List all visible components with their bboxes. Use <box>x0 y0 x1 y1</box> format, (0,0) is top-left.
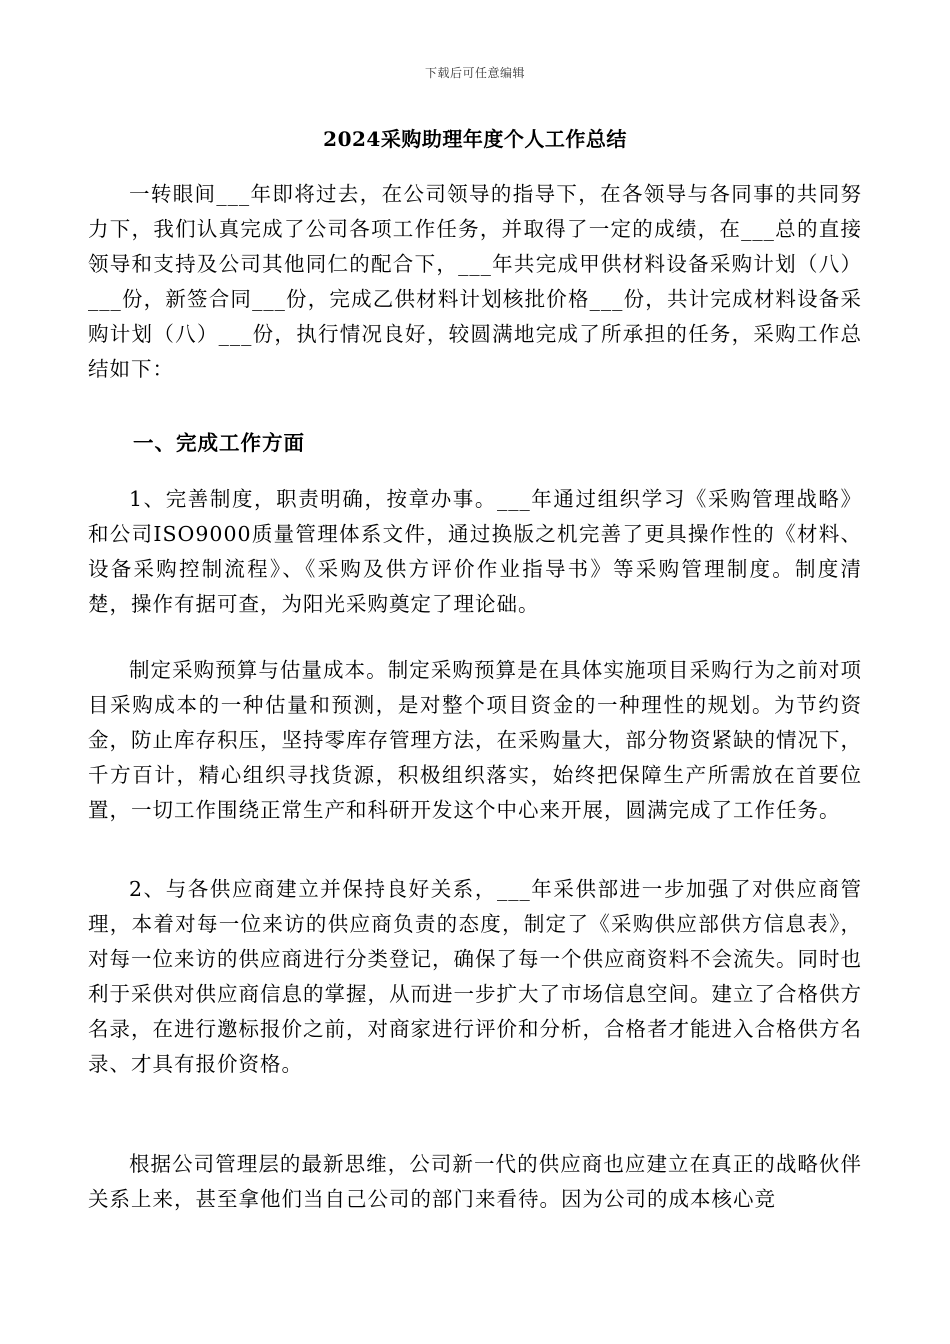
paragraph-2: 制定采购预算与估量成本。制定采购预算是在具体实施项目采购行为之前对项目采购成本的一种估量和预测，是对整个项目资金的一种理性的规划。为节约资金，防止库存积压，坚持零库存管理方法，在采购量大，部分物资紧缺的情况下，千方百计，精心组织寻找货源，积极组织落实，始终把保障生产所需放在首要位置，一切工作围绕正常生产和科研开发这个中心来开展，圆满完成了工作任务。 <box>88 658 862 822</box>
paragraph-block-2 <box>88 653 862 828</box>
paragraph-block-4 <box>88 1147 862 1217</box>
paragraph-4: 根据公司管理层的最新思维，公司新一代的供应商也应建立在真正的战略伙伴关系上来，甚至拿他们当自己公司的部门来看待。因为公司的成本核心竞 <box>88 1152 862 1211</box>
intro-block <box>88 177 862 387</box>
paragraph-1: 1、完善制度，职责明确，按章办事。___年通过组织学习《采购管理战略》和公司ISO9000质量管理体系文件，通过换版之机完善了更具操作性的《材料、设备采购控制流程》、《采购及供方评价作业指导书》等采购管理制度。制度清楚，操作有据可查，为阳光采购奠定了理论础。 <box>88 487 862 616</box>
header-note: 下载后可任意编辑 <box>424 66 525 80</box>
paragraph-block-3 <box>88 872 862 1082</box>
document-title: 2024采购助理年度个人工作总结 <box>323 127 627 151</box>
intro-paragraph: 一转眼间___年即将过去，在公司领导的指导下，在各领导与各同事的共同努力下，我们认真完成了公司各项工作任务，并取得了一定的成绩，在___总的直接领导和支持及公司其他同仁的配合下，___年共完成甲供材料设备采购计划（八）___份，新签合同___份，完成乙供材料计划核批价格___份，共计完成材料设备采购计划（八）___份，执行情况良好，较圆满地完成了所承担的任务，采购工作总结如下： <box>88 182 862 381</box>
paragraph-3: 2、与各供应商建立并保持良好关系，___年采供部进一步加强了对供应商管理，本着对每一位来访的供应商负责的态度，制定了《采购供应部供方信息表》，对每一位来访的供应商进行分类登记，确保了每一个供应商资料不会流失。同时也利于采供对供应商信息的掌握，从而进一步扩大了市场信息空间。建立了合格供方名录，在进行邀标报价之前，对商家进行评价和分析，合格者才能进入合格供方名录、才具有报价资格。 <box>88 877 862 1076</box>
paragraph-block-1 <box>88 482 862 622</box>
section-heading: 一、完成工作方面 <box>133 431 305 455</box>
